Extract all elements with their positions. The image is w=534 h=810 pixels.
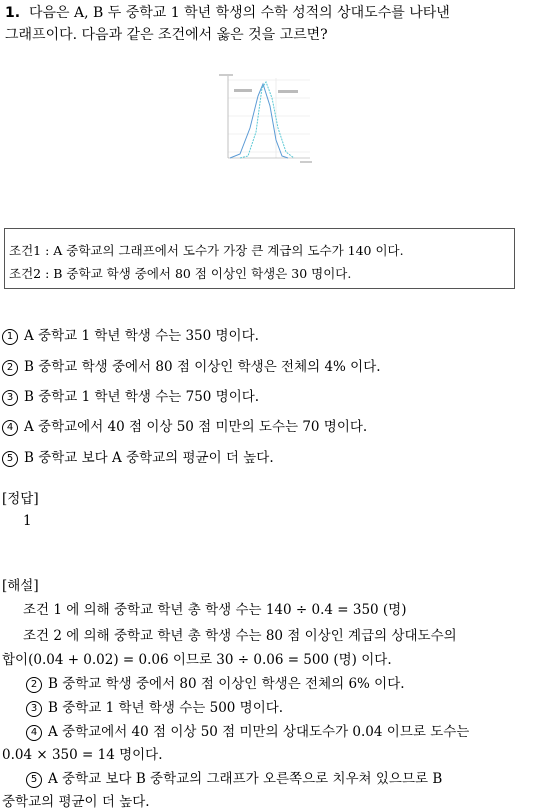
explanation-number-4: 4 (26, 725, 42, 741)
condition-1: 조건1 : A 중학교의 그래프에서 도수가 가장 큰 계급의 도수가 140 이다. (9, 243, 404, 258)
explanation-item-text-5: A 중학교 보다 B 중학교의 그래프가 오른쪽으로 치우쳐 있으므로 B (48, 771, 443, 787)
chart-background (218, 70, 314, 166)
answer-heading: [정답] (2, 491, 39, 507)
option-number-4: 4 (2, 420, 18, 436)
conditions-box (4, 228, 515, 289)
option-2[interactable] (2, 355, 381, 376)
explanation-line-after-4: 0.04 × 350 = 14 명이다. (2, 747, 163, 763)
chart-label-b (278, 90, 298, 93)
option-text-2: B 중학교 학생 중에서 80 점 이상인 학생은 전체의 4% 이다. (24, 359, 381, 375)
explanation-line-after-5: 중학교의 평균이 더 높다. (2, 794, 150, 810)
question-number: 1. (5, 5, 21, 21)
question-line-1 (5, 2, 450, 22)
option-3[interactable] (2, 385, 259, 406)
answer-value: 1 (23, 513, 32, 529)
explanation-item-text-2: B 중학교 학생 중에서 80 점 이상인 학생은 전체의 6% 이다. (48, 676, 405, 692)
option-text-5: B 중학교 보다 A 중학교의 평균이 더 높다. (24, 450, 274, 466)
option-text-3: B 중학교 1 학년 학생 수는 750 명이다. (24, 389, 260, 405)
option-number-1: 1 (2, 329, 18, 345)
option-5[interactable] (2, 446, 274, 467)
explanation-heading: [해설] (2, 578, 39, 594)
chart-label-a (234, 89, 252, 92)
explanation-number-3: 3 (26, 701, 42, 717)
option-4[interactable] (2, 415, 367, 436)
option-number-3: 3 (2, 390, 18, 406)
explanation-item-4 (26, 720, 469, 741)
explanation-item-5 (26, 767, 442, 788)
option-1[interactable] (2, 324, 259, 345)
explanation-item-text-3: B 중학교 1 학년 학생 수는 500 명이다. (48, 700, 284, 716)
option-number-5: 5 (2, 451, 18, 467)
chart-y-title (219, 74, 233, 76)
option-text-4: A 중학교에서 40 점 이상 50 점 미만의 도수는 70 명이다. (24, 419, 368, 435)
explanation-item-text-4: A 중학교에서 40 점 이상 50 점 미만의 상대도수가 0.04 이므로 도수는 (48, 724, 470, 740)
explanation-line-1: 조건 1 에 의해 중학교 학년 총 학생 수는 140 ÷ 0.4 = 350 (명) (23, 602, 407, 618)
explanation-line-2: 조건 2 에 의해 중학교 학년 총 학생 수는 80 점 이상인 계급의 상대도수의 (23, 628, 457, 644)
explanation-item-2 (26, 672, 405, 693)
explanation-line-3: 합이(0.04 + 0.02) = 0.06 이므로 30 ÷ 0.06 = 500 (명) 이다. (2, 652, 392, 668)
relative-frequency-chart (218, 70, 314, 166)
chart-x-title (300, 161, 312, 163)
option-text-1: A 중학교 1 학년 학생 수는 350 명이다. (24, 328, 259, 344)
explanation-number-2: 2 (26, 677, 42, 693)
explanation-item-3 (26, 696, 283, 717)
question-text-1: 다음은 A, B 두 중학교 1 학년 학생의 수학 성적의 상대도수를 나타낸 (28, 5, 450, 21)
condition-2: 조건2 : B 중학교 학생 중에서 80 점 이상인 학생은 30 명이다. (9, 266, 352, 281)
explanation-number-5: 5 (26, 772, 42, 788)
option-number-2: 2 (2, 360, 18, 376)
question-text-2: 그래프이다. 다음과 같은 조건에서 옳은 것을 고르면? (5, 27, 328, 43)
